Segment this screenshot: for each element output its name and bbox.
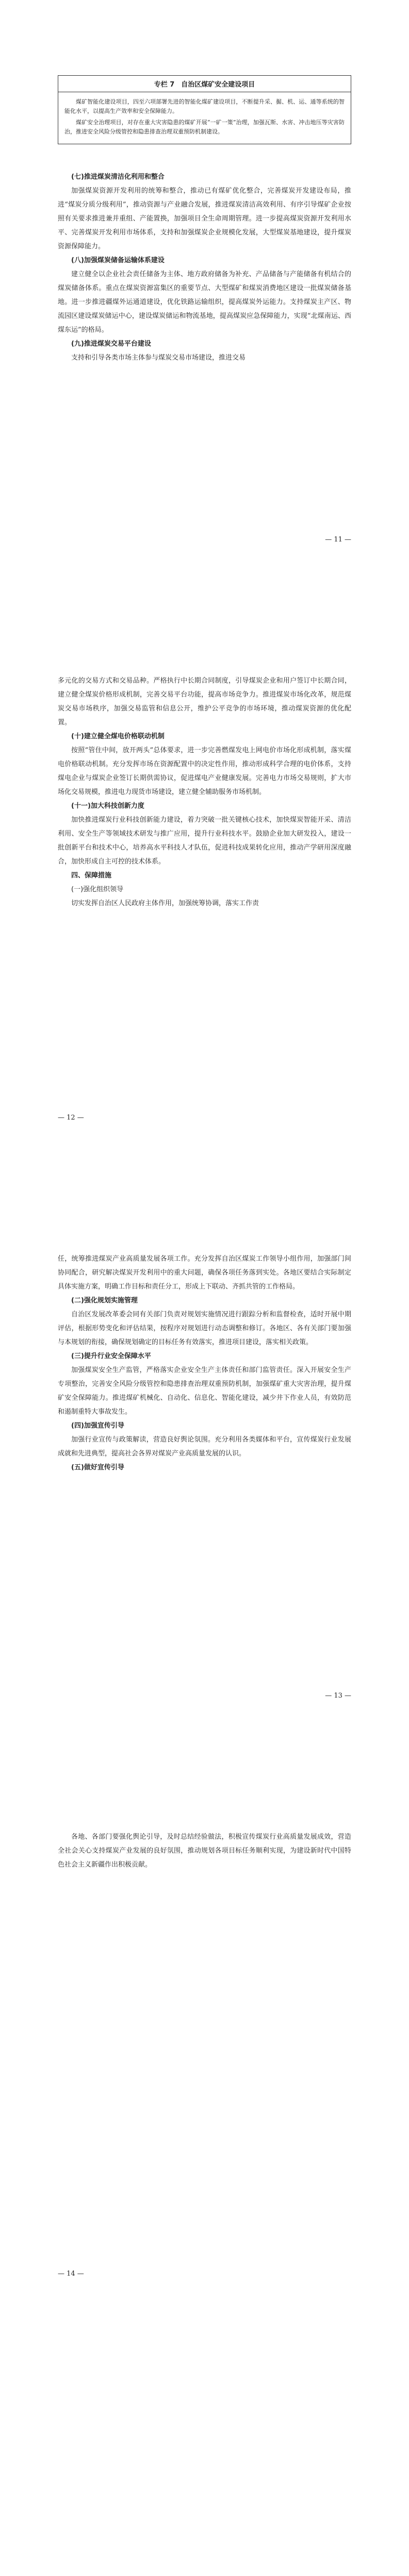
page-1-body bbox=[58, 170, 351, 365]
body-paragraph: 加强行业宣传与政策解读，营造良好舆论氛围。充分利用各类媒体和平台，宣传煤炭行业发展成就和先进典型，提高社会各界对煤炭产业高质量发展的认识。 bbox=[58, 1436, 351, 1458]
section-heading: (五)做好宣传引导 bbox=[71, 1464, 124, 1471]
page-2-body bbox=[58, 674, 351, 910]
document-page-3 bbox=[0, 1156, 409, 1734]
document-page-5 bbox=[0, 2312, 409, 2576]
box-title: 专栏 7 自治区煤矿安全建设项目 bbox=[58, 76, 351, 92]
document-page-2 bbox=[0, 578, 409, 1156]
box-paragraph: 煤矿智能化建设项目，四至六项部署先进的智能化煤矿建设项目，不断提升采、掘、机、运、通等系统的智能化水平，以提高生产效率和安全保障能力。 bbox=[64, 98, 345, 114]
page-4-body bbox=[58, 1830, 351, 1872]
body-paragraph: 加强煤炭资源开发利用的统筹和整合，推动已有煤矿优化整合，完善煤炭开发建设布局，推进“煤炭分质分级利用”，推动资源与产业融合发展，推进煤炭清洁高效利用、有序引导煤矿企业按照有关要求推进兼并重组、产能置换，加强项目全生命周期管理。进一步提高煤炭资源开发利用水平、完善煤炭开发利用市场体系，支持和加强煤炭企业规模化发展，大型煤炭基地建设，提升煤炭资源保障能力。 bbox=[58, 187, 351, 250]
section-heading: (九)推进煤炭交易平台建设 bbox=[71, 340, 151, 348]
body-paragraph: 支持和引导各类市场主体参与煤炭交易市场建设，推进交易 bbox=[71, 354, 246, 362]
info-box bbox=[58, 75, 351, 144]
chapter-heading: 四、保障措施 bbox=[71, 872, 112, 879]
document-page-4 bbox=[0, 1734, 409, 2312]
body-paragraph: 任，统筹推进煤炭产业高质量发展各项工作。充分发挥自治区煤炭工作领导小组作用，加强部门间协同配合，研究解决煤炭开发利用中的重大问题，确保各项任务落到实处。各地区要结合实际制定具体实施方案，明确工作目标和责任分工，形成上下联动、齐抓共管的工作格局。 bbox=[58, 1255, 351, 1291]
box-paragraph: 煤矿安全治理项目，对存在重大灾害隐患的煤矿开展“一矿一策”治理，加强瓦斯、水害、冲击地压等灾害防治，推进安全风险分级管控和隐患排查治理双重预防机制建设。 bbox=[64, 119, 345, 135]
body-paragraph: 建立健全以企业社会责任储备为主体、地方政府储备为补充、产品储备与产能储备有机结合的煤炭储备体系。重点在煤炭资源富集区的重要节点、大型煤矿和煤炭消费地区建设一批煤炭储备基地。进一步推进疆煤外运通道建设，优化铁路运输组织，提高煤炭外运能力。支持煤炭主产区、物流园区建设煤炭储运中心，建设煤炭储运和物流基地，提高煤炭应急保障能力，实现“北煤南运、西煤东运”的格局。 bbox=[58, 270, 351, 334]
body-paragraph: 加强煤炭安全生产监管，严格落实企业安全生产主体责任和部门监管责任。深入开展安全生产专项整治，完善安全风险分级管控和隐患排查治理双重预防机制，加强煤矿重大灾害治理，提升煤矿安全保障能力。推进煤矿机械化、自动化、信息化、智能化建设，减少井下作业人员，有效防范和遏制重特大事故发生。 bbox=[58, 1366, 351, 1416]
page-number: — 12 — bbox=[58, 1114, 84, 1122]
document-page-1 bbox=[0, 0, 409, 578]
page-number: — 14 — bbox=[58, 2270, 84, 2278]
body-paragraph: 多元化的交易方式和交易品种。严格执行中长期合同制度，引导煤炭企业和用户签订中长期合同，建立健全煤炭价格形成机制，完善交易平台功能，提高市场竞争力。推进煤炭市场化改革，规范煤炭交易市场秩序，加强交易监管和信息公开，维护公平竞争的市场环境，推动煤炭资源的优化配置。 bbox=[58, 677, 351, 726]
section-heading: (八)加强煤炭储备运输体系建设 bbox=[71, 257, 165, 264]
page-3-body bbox=[58, 1252, 351, 1475]
section-heading: (十一)加大科技创新力度 bbox=[71, 802, 144, 810]
page-number: — 13 — bbox=[325, 1692, 351, 1700]
section-heading: (七)推进煤炭清洁化利用和整合 bbox=[71, 173, 165, 181]
body-paragraph: 各地、各部门要强化舆论引导，及时总结经验做法，积极宣传煤炭行业高质量发展成效，营造全社会关心支持煤炭产业发展的良好氛围，推动规划各项目标任务顺利实现，为建设新时代中国特色社会主义新疆作出积极贡献。 bbox=[58, 1833, 351, 1869]
body-paragraph: 切实发挥自治区人民政府主体作用，加强统筹协调，落实工作责 bbox=[71, 900, 259, 907]
box-body bbox=[58, 92, 351, 144]
body-paragraph: 按照“管住中间，放开两头”总体要求，进一步完善燃煤发电上网电价市场化形成机制，落实煤电价格联动机制。充分发挥市场在资源配置中的决定性作用，推动形成科学合理的电价体系，支持煤电企业与煤炭企业签订长期供需协议，促进煤电产业健康发展。完善电力市场交易规则，扩大市场化交易规模，推进电力现货市场建设，建立健全辅助服务市场机制。 bbox=[58, 747, 351, 796]
section-heading: (二)强化规划实施管理 bbox=[71, 1297, 138, 1304]
section-heading: (十)建立健全煤电价格联动机制 bbox=[71, 733, 165, 740]
body-paragraph: 加快推进煤炭行业科技创新能力建设，着力突破一批关键核心技术，加快煤炭智能开采、清洁利用、安全生产等领域技术研发与推广应用，提升行业科技水平。鼓励企业加大研发投入，建设一批创新平台和技术中心，培养高水平科技人才队伍，促进科技成果转化应用，推动产学研用深度融合，加快形成自主可控的技术体系。 bbox=[58, 816, 351, 866]
section-heading: (一)强化组织领导 bbox=[71, 886, 124, 893]
body-paragraph: 自治区发展改革委会同有关部门负责对规划实施情况进行跟踪分析和监督检查，适时开展中期评估，根据形势变化和评估结果，按程序对规划进行动态调整和修订。各地区、各有关部门要加强与本规划的衔接，确保规划确定的目标任务有效落实，推进项目建设，落实相关政策。 bbox=[58, 1311, 351, 1346]
section-heading: (四)加强宣传引导 bbox=[71, 1422, 124, 1430]
page-number: — 11 — bbox=[325, 536, 351, 544]
section-heading: (三)提升行业安全保障水平 bbox=[71, 1352, 151, 1360]
